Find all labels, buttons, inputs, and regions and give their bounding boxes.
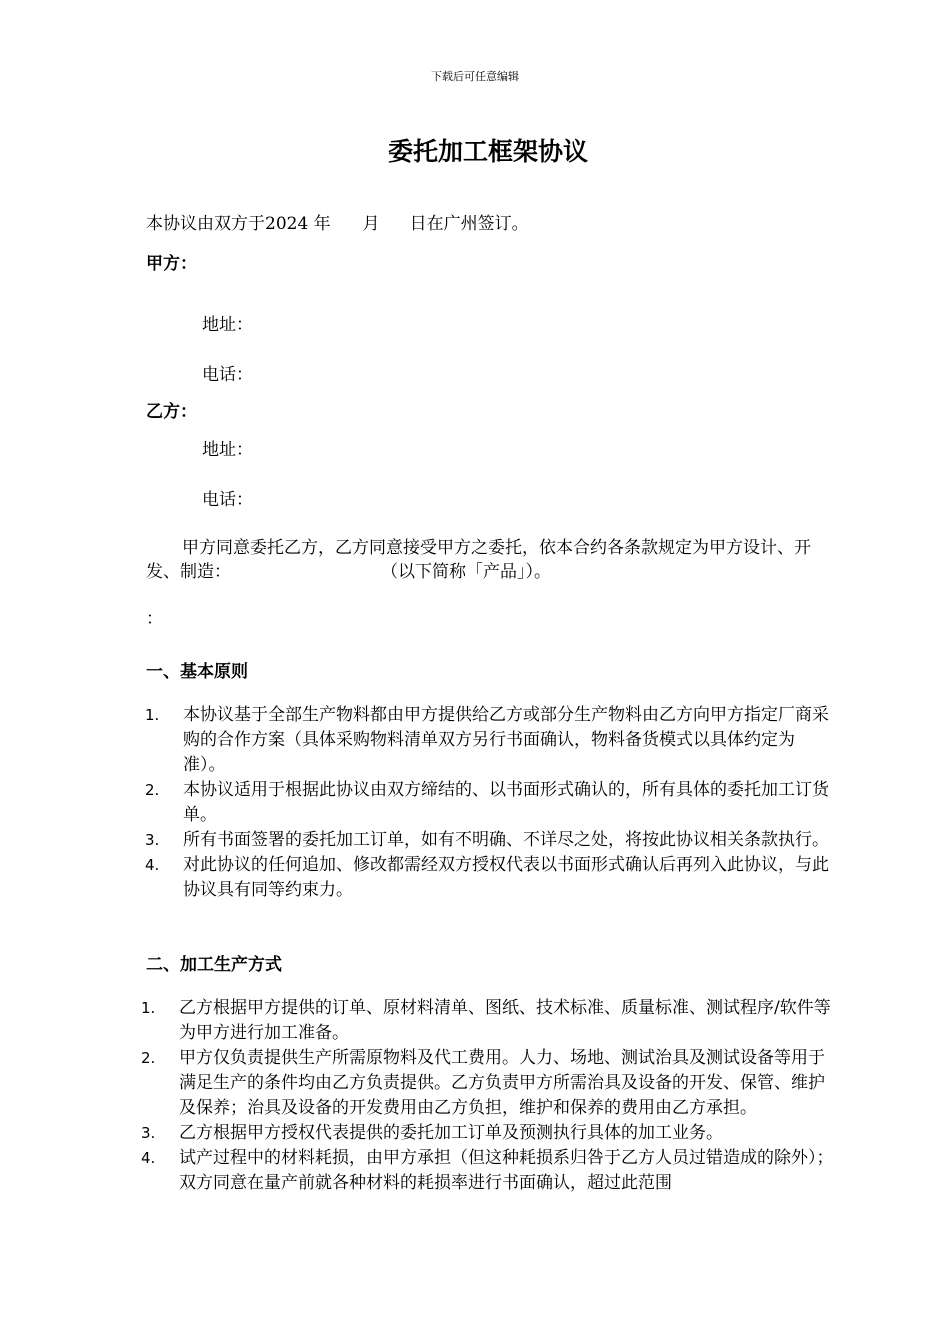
colon-line: ： (146, 609, 163, 629)
list-item-text: 乙方根据甲方授权代表提供的委托加工订单及预测执行具体的加工业务。 (179, 1123, 723, 1143)
list-item (145, 828, 835, 853)
party-a-phone-label: 电话： (202, 365, 253, 385)
list-item (141, 1146, 835, 1196)
signing-day-place: 日在广州签订。 (409, 214, 529, 234)
signing-year: 2024 (265, 214, 309, 234)
list-item (145, 778, 835, 828)
list-item-text: 甲方仅负责提供生产所需原物料及代工费用。人力、场地、测试治具及测试设备等用于满足生产的条件均由乙方负责提供。乙方负责甲方所需治具及设备的开发、保管、维护及保养；治具及设备的开发费用由乙方负担，维护和保养的费用由乙方承担。 (179, 1048, 825, 1118)
section-2-list (141, 996, 835, 1196)
signing-prefix: 本协议由双方于 (146, 214, 265, 234)
section-2-title: 二、加工生产方式 (146, 955, 282, 975)
list-item (141, 1121, 835, 1146)
intro-paragraph (146, 536, 836, 584)
list-item-number: 2. (141, 1049, 156, 1067)
list-item-text: 所有书面签署的委托加工订单，如有不明确、不详尽之处，将按此协议相关条款执行。 (183, 830, 829, 850)
list-item-number: 4. (141, 1149, 156, 1167)
list-item-number: 4. (145, 856, 160, 874)
header-note: 下载后可任意编辑 (431, 70, 519, 83)
section-1-title: 一、基本原则 (146, 662, 248, 682)
list-item-text: 本协议适用于根据此协议由双方缔结的、以书面形式确认的，所有具体的委托加工订货单。 (183, 780, 829, 825)
party-b-phone-label: 电话： (202, 490, 253, 510)
list-item-number: 3. (141, 1124, 156, 1142)
list-item (145, 703, 835, 778)
list-item-number: 3. (145, 831, 160, 849)
list-item-number: 1. (141, 999, 156, 1017)
document-title: 委托加工框架协议 (387, 137, 588, 166)
list-item-text: 对此协议的任何追加、修改都需经双方授权代表以书面形式确认后再列入此协议，与此协议具有同等约束力。 (183, 855, 829, 900)
list-item (145, 853, 835, 903)
signing-year-unit: 年 (313, 214, 331, 234)
list-item-number: 1. (145, 706, 160, 724)
list-item-text: 本协议基于全部生产物料都由甲方提供给乙方或部分生产物料由乙方向甲方指定厂商采购的合作方案（具体采购物料清单双方另行书面确认，物料备货模式以具体约定为准）。 (183, 705, 829, 775)
party-b-label: 乙方： (146, 402, 197, 422)
signing-line (146, 212, 529, 236)
list-item (141, 1046, 835, 1121)
list-item-text: 试产过程中的材料耗损，由甲方承担（但这种耗损系归咎于乙方人员过错造成的除外）；双方同意在量产前就各种材料的耗损率进行书面确认，超过此范围 (179, 1148, 834, 1193)
intro-text-before: 甲方同意委托乙方，乙方同意接受甲方之委托，依本合约各条款规定为甲方设计、开发、制造： (146, 538, 811, 582)
list-item (141, 996, 835, 1046)
party-a-label: 甲方： (146, 254, 197, 274)
intro-text-after: （以下简称「产品」）。 (381, 562, 551, 582)
party-b-address-label: 地址： (202, 440, 253, 460)
section-1-list (145, 703, 835, 903)
list-item-number: 2. (145, 781, 160, 799)
list-item-text: 乙方根据甲方提供的订单、原材料清单、图纸、技术标准、质量标准、测试程序/软件等为甲方进行加工准备。 (179, 998, 831, 1043)
signing-month-unit: 月 (362, 214, 380, 234)
party-a-address-label: 地址： (202, 315, 253, 335)
